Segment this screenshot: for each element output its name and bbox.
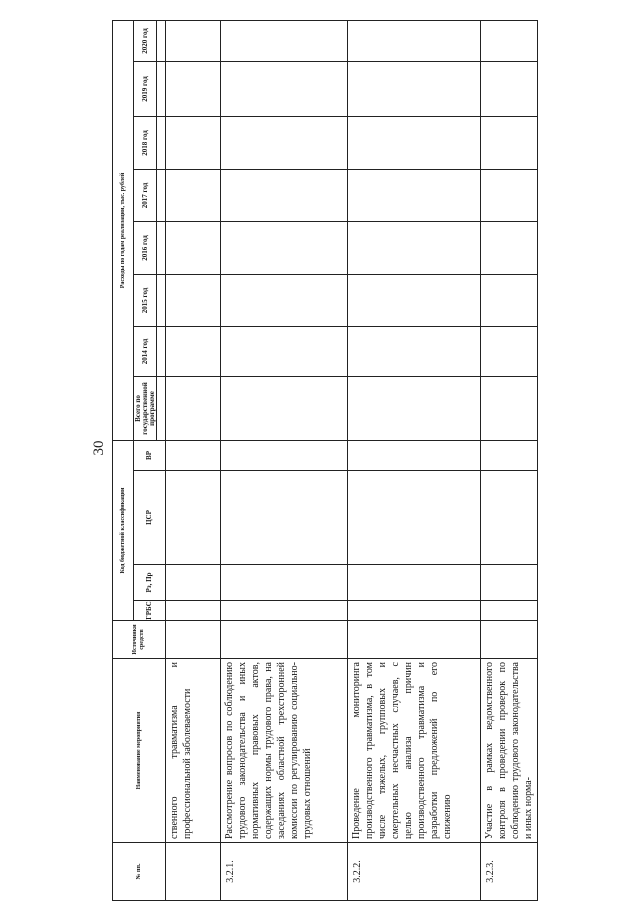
row-name: Участие в рамках ведомственного контроля в проведении проверок по соблюдению трудового законодательства и иных норма- <box>481 659 538 843</box>
row-name: ственного травматизма и профессиональной заболеваемости <box>166 659 221 843</box>
cell <box>481 274 538 326</box>
cell <box>166 61 221 116</box>
cell <box>221 601 348 621</box>
row-number: 3.2.2. <box>348 843 481 901</box>
cell <box>481 326 538 376</box>
cell <box>166 376 221 440</box>
table-row <box>166 20 221 900</box>
header-year-2016: 2016 год <box>134 221 157 274</box>
header-spacer <box>157 169 166 221</box>
cell <box>481 20 538 61</box>
header-year-2017: 2017 год <box>134 169 157 221</box>
cell <box>481 376 538 440</box>
header-spacer <box>157 61 166 116</box>
cell <box>348 116 481 169</box>
cell <box>166 169 221 221</box>
page-number: 30 <box>91 440 107 456</box>
cell <box>221 376 348 440</box>
header-year-2015: 2015 год <box>134 274 157 326</box>
cell <box>166 274 221 326</box>
program-measures-table <box>112 20 538 901</box>
table-row <box>481 20 538 900</box>
header-name: Наименование мероприятия <box>113 659 166 843</box>
table-row <box>348 20 481 900</box>
cell <box>481 440 538 470</box>
cell <box>481 116 538 169</box>
cell <box>348 20 481 61</box>
cell <box>221 326 348 376</box>
header-total: Всего по государственной программе <box>134 376 157 440</box>
cell <box>348 440 481 470</box>
cell <box>166 565 221 601</box>
cell <box>166 20 221 61</box>
header-vr: ВР <box>134 440 166 470</box>
cell <box>481 601 538 621</box>
row-number: 3.2.3. <box>481 843 538 901</box>
table-row <box>221 20 348 900</box>
cell <box>221 274 348 326</box>
row-number <box>166 843 221 901</box>
header-year-2020: 2020 год <box>134 20 157 61</box>
header-spacer <box>157 376 166 440</box>
cell <box>348 61 481 116</box>
header-rz-pr: Рз, Пр <box>134 565 166 601</box>
cell <box>166 601 221 621</box>
cell <box>481 471 538 565</box>
cell <box>221 116 348 169</box>
cell <box>221 221 348 274</box>
cell <box>348 376 481 440</box>
header-source: Источники средств <box>113 621 166 659</box>
header-year-2019: 2019 год <box>134 61 157 116</box>
cell <box>221 565 348 601</box>
cell <box>221 471 348 565</box>
header-year-2018: 2018 год <box>134 116 157 169</box>
cell <box>166 326 221 376</box>
cell <box>481 621 538 659</box>
cell <box>221 169 348 221</box>
cell <box>221 61 348 116</box>
cell <box>221 621 348 659</box>
header-year-2014: 2014 год <box>134 326 157 376</box>
header-budget-group: Код бюджетной классификации <box>113 440 134 620</box>
cell <box>348 565 481 601</box>
cell <box>348 471 481 565</box>
cell <box>166 221 221 274</box>
header-spacer <box>157 274 166 326</box>
cell <box>481 61 538 116</box>
cell <box>348 621 481 659</box>
cell <box>166 116 221 169</box>
row-name: Рассмотрение вопросов по соблюдению трудового законодательства и иных нормативных правовых актов, содержащих нормы трудового права, на заседаниях областной трехсторонней комиссии по регулированию социально-трудовых отношений <box>221 659 348 843</box>
cell <box>221 440 348 470</box>
cell <box>481 565 538 601</box>
cell <box>348 169 481 221</box>
header-spacer <box>157 20 166 61</box>
cell <box>348 326 481 376</box>
rotated-table-container <box>112 21 534 901</box>
cell <box>166 471 221 565</box>
header-csr: ЦСР <box>134 471 166 565</box>
header-expenses-group: Расходы по годам реализации, тыс. рублей <box>113 20 134 440</box>
cell <box>481 221 538 274</box>
cell <box>166 440 221 470</box>
row-name: Проведение мониторинга производственного травматизма, в том числе тяжелых, групповых и смертельных несчастных случаев, с целью анализа причин производственного травматизма и разработки предложений по его снижению <box>348 659 481 843</box>
cell <box>166 621 221 659</box>
cell <box>221 20 348 61</box>
row-number: 3.2.1. <box>221 843 348 901</box>
header-spacer <box>157 116 166 169</box>
header-spacer <box>157 221 166 274</box>
header-number: № пп. <box>113 843 166 901</box>
header-spacer <box>157 326 166 376</box>
cell <box>348 601 481 621</box>
cell <box>481 169 538 221</box>
cell <box>348 221 481 274</box>
header-grbs: ГРБС <box>134 601 166 621</box>
cell <box>348 274 481 326</box>
